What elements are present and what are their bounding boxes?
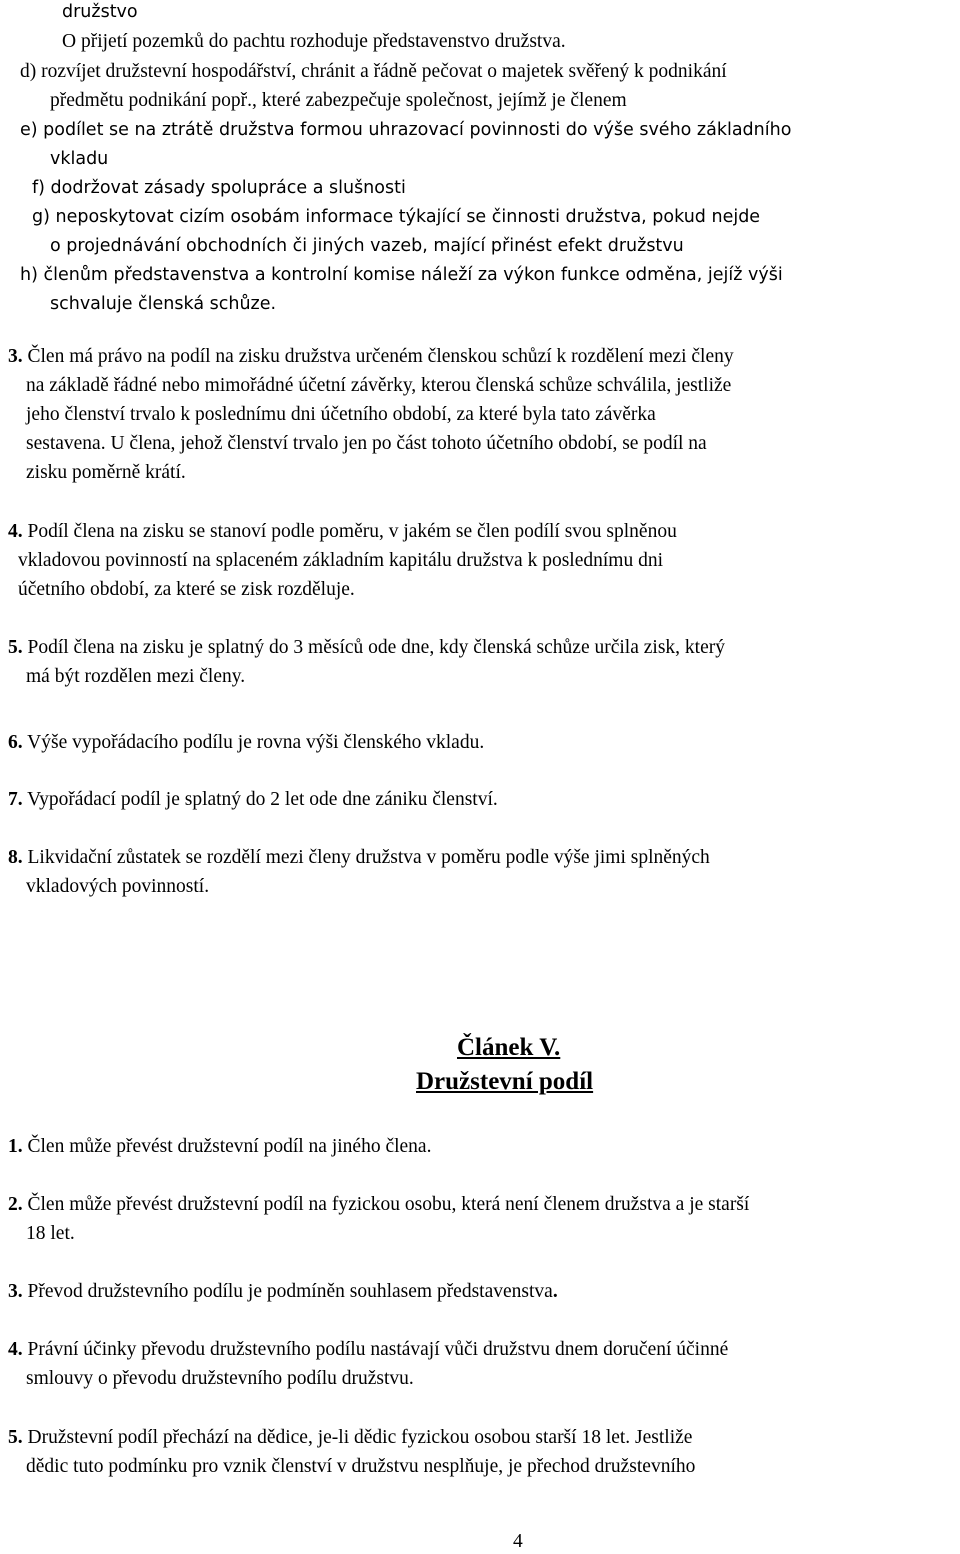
article-item-2-line-2: 18 let.: [26, 1223, 75, 1244]
para-7-text-1: Vypořádací podíl je splatný do 2 let ode dne zániku členství.: [22, 789, 498, 810]
article-item-4-line-1: [8, 1338, 728, 1362]
article-item-1: [8, 1135, 431, 1159]
article-item-1-number: 1.: [8, 1136, 23, 1157]
para-5-line-2: má být rozdělen mezi členy.: [26, 666, 246, 687]
article-subtitle: Družstevní podíl: [416, 1068, 594, 1095]
top-line-1: družstvo: [62, 2, 138, 22]
para-3-text-1: Člen má právo na podíl na zisku družstva určeném členskou schůzí k rozdělení mezi členy: [22, 346, 734, 367]
para-7-line-1: [8, 788, 498, 812]
para-3-line-4: sestavena. U člena, jehož členství trvalo jen po část tohoto účetního období, se podíl na: [26, 433, 707, 454]
para-3-line-1: [8, 345, 734, 369]
article-item-5-number: 5.: [8, 1427, 23, 1448]
article-item-5-text-1: Družstevní podíl přechází na dědice, je-li dědic fyzickou osobou starší 18 let. Jestliže: [22, 1427, 693, 1448]
para-8-number: 8.: [8, 847, 23, 868]
top-line-6: vkladu: [50, 149, 109, 169]
para-5-line-1: [8, 636, 725, 660]
article-item-3-text: Převod družstevního podílu je podmíněn souhlasem představenstva: [22, 1281, 553, 1302]
top-line-11: schvaluje členská schůze.: [50, 294, 277, 314]
para-4-line-2: vkladovou povinností na splaceném základním kapitálu družstva k poslednímu dni: [18, 550, 663, 571]
top-line-7: f) dodržovat zásady spolupráce a slušnosti: [32, 178, 406, 198]
article-item-2-number: 2.: [8, 1194, 23, 1215]
article-item-5-line-1: [8, 1426, 692, 1450]
article-item-3-period: .: [552, 1281, 558, 1302]
para-5-text-1: Podíl člena na zisku je splatný do 3 měsíců ode dne, kdy členská schůze určila zisk, který: [22, 637, 725, 658]
article-item-2-line-1: [8, 1193, 749, 1217]
para-3-number: 3.: [8, 346, 23, 367]
para-6-number: 6.: [8, 732, 23, 753]
para-3-line-2: na základě řádné nebo mimořádné účetní závěrky, kterou členská schůze schválila, jestliže: [26, 375, 732, 396]
article-item-4-number: 4.: [8, 1339, 23, 1360]
article-item-5-line-2: dědic tuto podmínku pro vznik členství v družstvu nesplňuje, je přechod družstevního: [26, 1456, 696, 1477]
page-number: 4: [513, 1531, 523, 1552]
para-5-number: 5.: [8, 637, 23, 658]
para-8-line-1: [8, 846, 710, 870]
para-4-line-3: účetního období, za které se zisk rozděluje.: [18, 579, 355, 600]
para-6-text-1: Výše vypořádacího podílu je rovna výši členského vkladu.: [22, 732, 485, 753]
para-3-line-5: zisku poměrně krátí.: [26, 462, 186, 483]
para-8-line-2: vkladových povinností.: [26, 876, 210, 897]
para-7-number: 7.: [8, 789, 23, 810]
article-item-3-number: 3.: [8, 1281, 23, 1302]
top-line-3: d) rozvíjet družstevní hospodářství, chránit a řádně pečovat o majetek svěřený k podnikání: [20, 61, 727, 82]
para-3-line-3: jeho členství trvalo k poslednímu dni účetního období, za které byla tato závěrka: [26, 404, 656, 425]
top-line-8: g) neposkytovat cizím osobám informace týkající se činnosti družstva, pokud nejde: [32, 207, 761, 227]
article-item-4-line-2: smlouvy o převodu družstevního podílu družstvu.: [26, 1368, 414, 1389]
top-line-9: o projednávání obchodních či jiných vazeb, mající přinést efekt družstvu: [50, 236, 684, 256]
article-item-1-text: Člen může převést družstevní podíl na jiného člena.: [22, 1136, 432, 1157]
article-title: Článek V.: [457, 1034, 561, 1061]
article-item-4-text-1: Právní účinky převodu družstevního podílu nastávají vůči družstvu dnem doručení účinné: [22, 1339, 729, 1360]
article-item-3: [8, 1280, 558, 1304]
para-6-line-1: [8, 731, 484, 755]
para-4-text-1: Podíl člena na zisku se stanoví podle poměru, v jakém se člen podílí svou splněnou: [22, 521, 677, 542]
para-4-number: 4.: [8, 521, 23, 542]
top-line-5: e) podílet se na ztrátě družstva formou uhrazovací povinnosti do výše svého základního: [20, 120, 792, 140]
top-line-2: O přijetí pozemků do pachtu rozhoduje představenstvo družstva.: [62, 31, 566, 52]
top-line-4: předmětu podnikání popř., které zabezpečuje společnost, jejímž je členem: [50, 90, 627, 111]
article-item-2-text-1: Člen může převést družstevní podíl na fyzickou osobu, která není členem družstva a je starší: [22, 1194, 750, 1215]
top-line-10: h) členům představenstva a kontrolní komise náleží za výkon funkce odměna, jejíž výši: [20, 265, 783, 285]
para-8-text-1: Likvidační zůstatek se rozdělí mezi členy družstva v poměru podle výše jimi splněných: [22, 847, 710, 868]
para-4-line-1: [8, 520, 677, 544]
